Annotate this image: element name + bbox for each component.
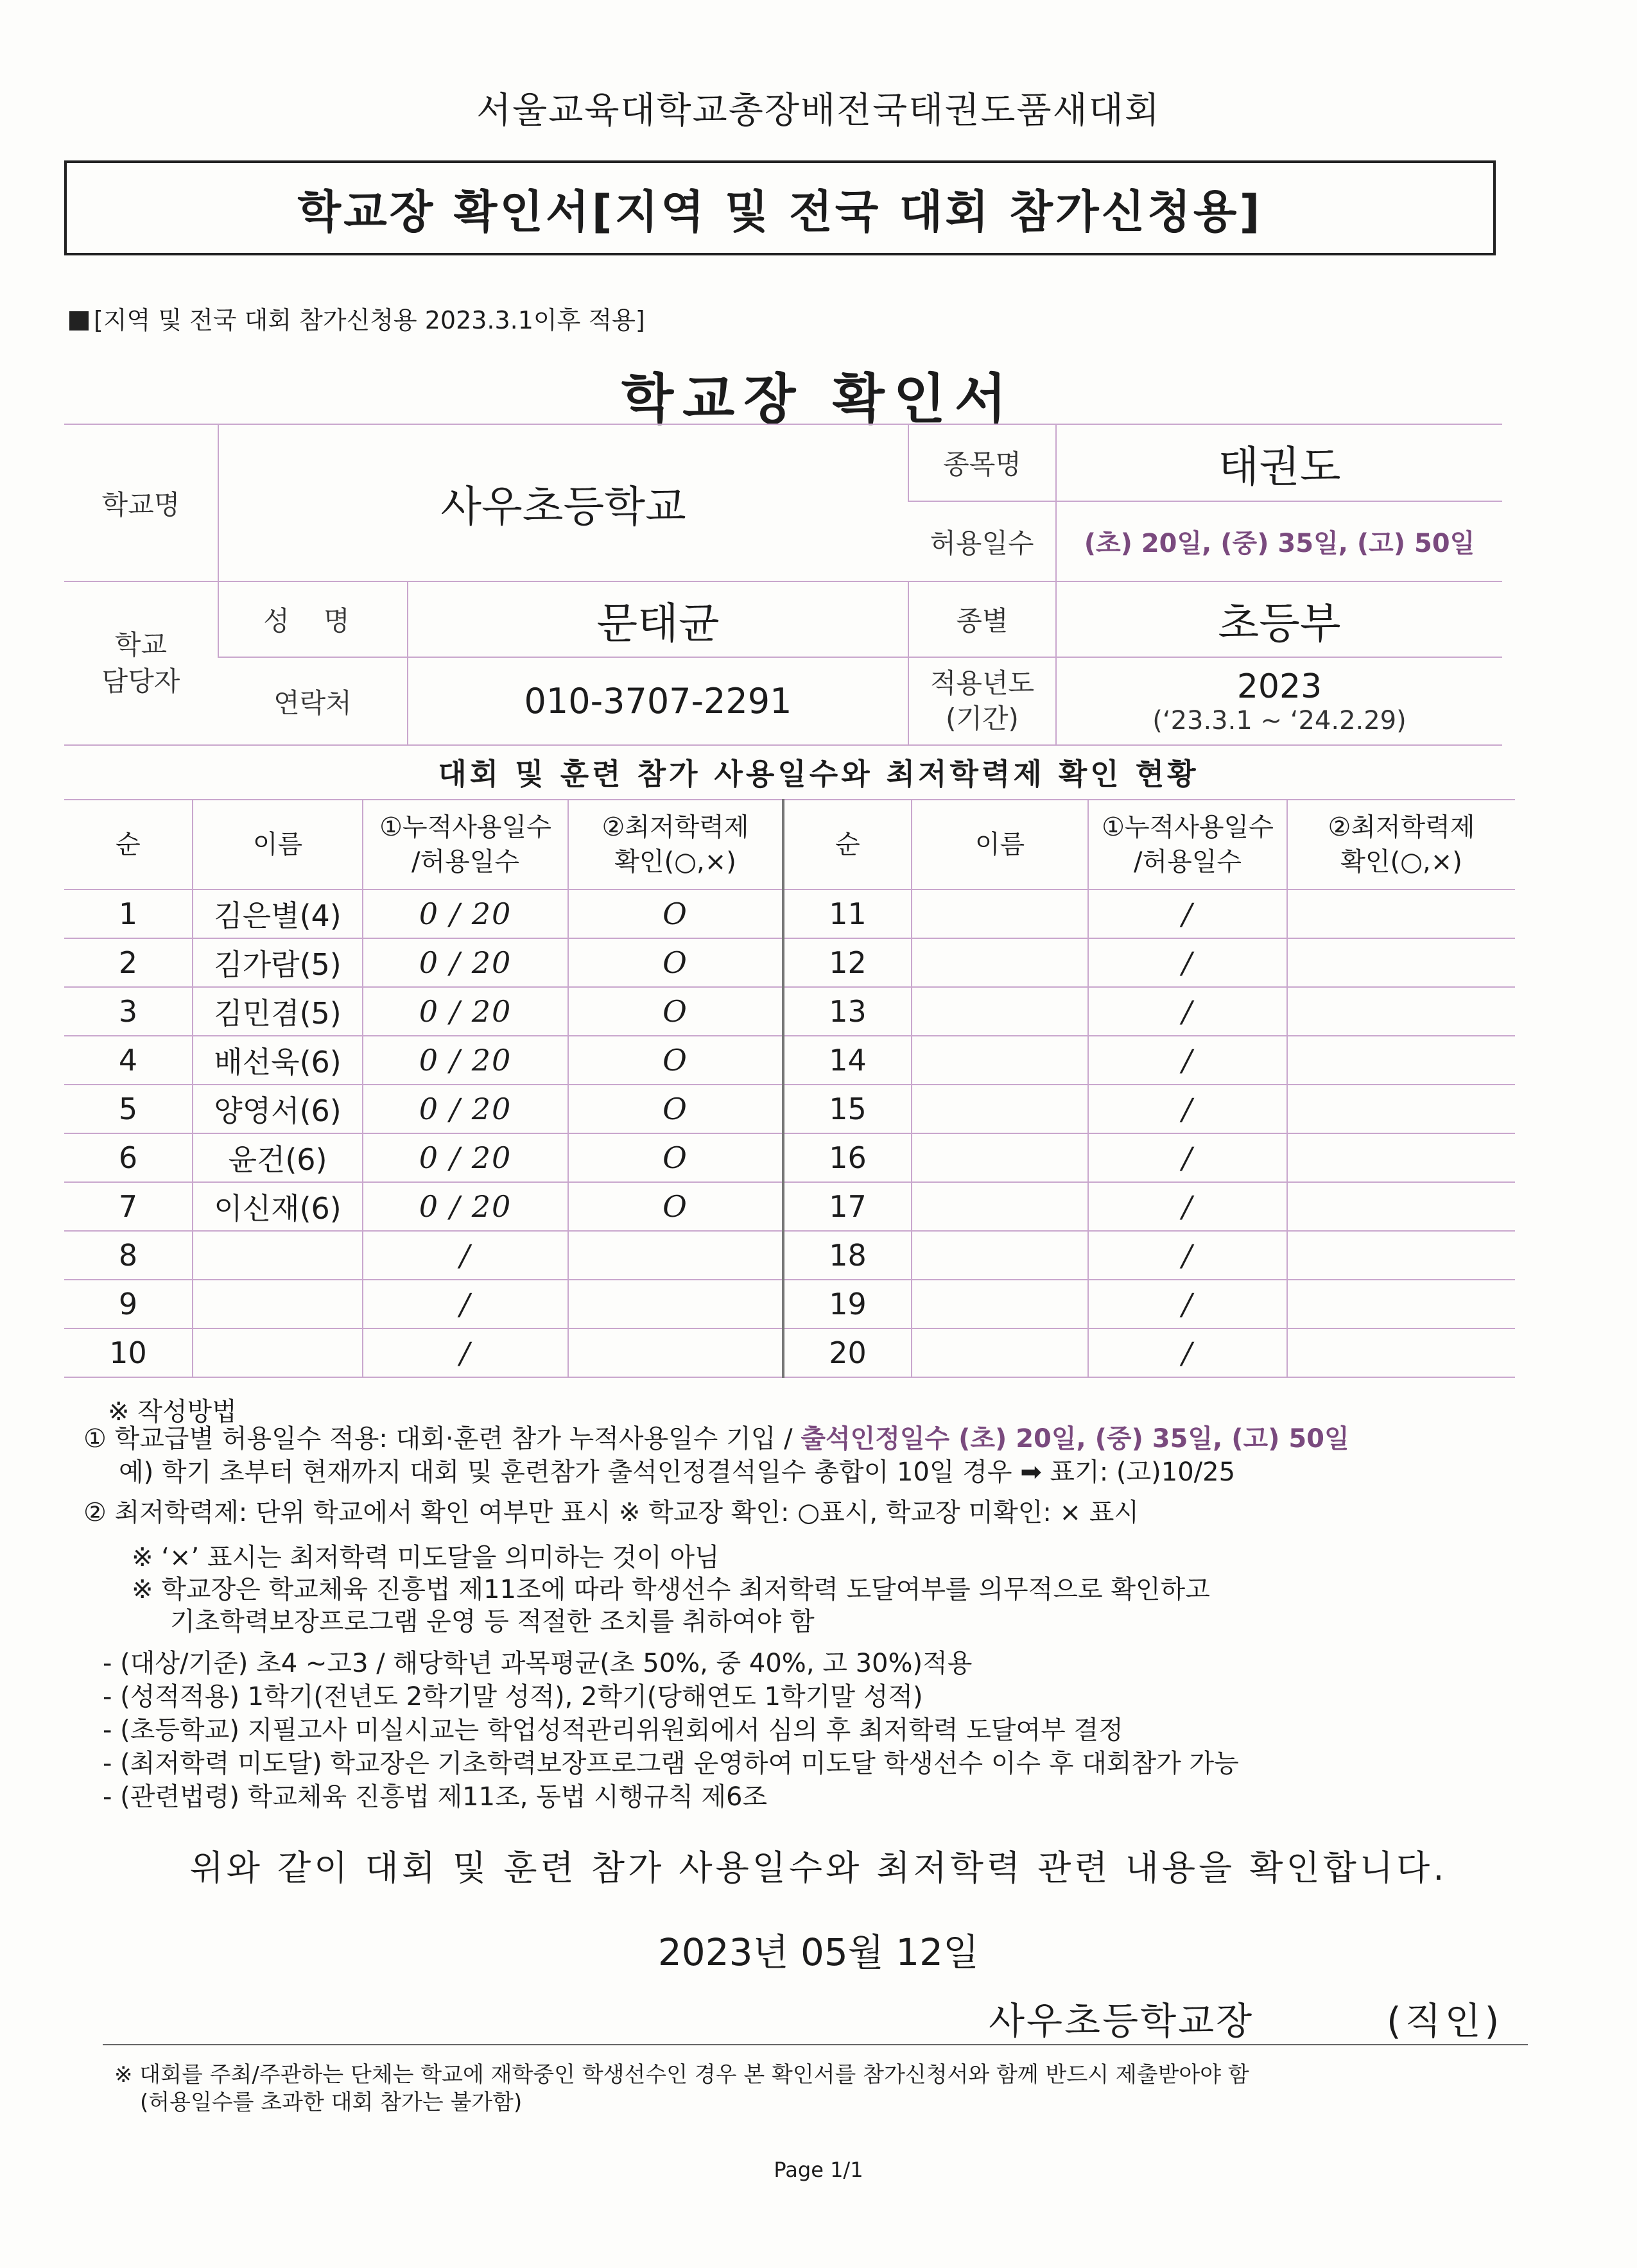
table-row	[64, 889, 1515, 938]
form-note	[69, 300, 645, 336]
row-number	[64, 987, 193, 1036]
row-number-text: 1	[118, 897, 138, 931]
notes-line-8: - (성적적용) 1학기(전년도 2학기말 성적), 2학기(당해연도 1학기말 성적)	[103, 1682, 923, 1712]
name-value: 문태균	[408, 581, 908, 657]
student-name	[912, 938, 1088, 987]
days-used	[1088, 1328, 1287, 1377]
achievement-check	[568, 1036, 783, 1085]
principal-title: 사우초등학교장	[989, 1999, 1254, 2043]
student-name	[193, 1231, 363, 1280]
achievement-check-text: O	[663, 1043, 688, 1078]
achievement-check	[568, 1231, 783, 1280]
header-check: ②최저학력제 확인(○,×)	[1287, 800, 1515, 889]
row-number	[64, 1182, 193, 1231]
closing-statement: 위와 같이 대회 및 훈련 참가 사용일수와 최저학력 관련 내용을 확인합니다.	[189, 1848, 1448, 1888]
achievement-check	[1287, 1231, 1515, 1280]
achievement-check	[1287, 1085, 1515, 1133]
row-number-text: 6	[118, 1140, 138, 1175]
row-number-text: 2	[118, 945, 138, 980]
student-name	[912, 1231, 1088, 1280]
days-used	[1088, 938, 1287, 987]
days-used	[1088, 1133, 1287, 1182]
event-title: 서울교육대학교총장배전국태권도품새대회	[476, 90, 1161, 132]
days-used-text: 0 / 20	[419, 897, 512, 931]
achievement-check-text: O	[663, 1189, 688, 1224]
row-number	[64, 938, 193, 987]
days-used	[363, 1036, 568, 1085]
student-name-text: 배선욱(6)	[214, 1045, 342, 1079]
student-name	[193, 889, 363, 938]
student-name-text: 김민겸(5)	[214, 996, 342, 1031]
student-name-text: 김가람(5)	[214, 947, 342, 982]
form-note-text: [지역 및 전국 대회 참가신청용 2023.3.1이후 적용]	[94, 306, 645, 334]
contact-value: 010-3707-2291	[408, 657, 908, 745]
header-check: ②최저학력제 확인(○,×)	[568, 800, 783, 889]
row-number	[64, 1036, 193, 1085]
achievement-check-text: O	[663, 1092, 688, 1126]
school-label: 학교명	[64, 424, 218, 581]
days-used	[363, 938, 568, 987]
row-number-text: 9	[118, 1287, 138, 1321]
section-title: 대회 및 훈련 참가 사용일수와 최저학력제 확인 현황	[438, 757, 1199, 791]
square-bullet-icon	[69, 311, 89, 331]
days-used-text: /	[460, 1238, 471, 1273]
student-name	[193, 1182, 363, 1231]
row-number-text: 7	[118, 1189, 138, 1224]
student-name	[193, 987, 363, 1036]
event-value: 태권도	[1056, 424, 1502, 501]
days-used	[363, 1133, 568, 1182]
days-used-text: 0 / 20	[419, 1092, 512, 1126]
row-number	[783, 987, 912, 1036]
table-row	[64, 987, 1515, 1036]
year-value: 2023	[1236, 667, 1322, 706]
days-used	[1088, 1280, 1287, 1328]
row-number	[783, 938, 912, 987]
days-used-text: /	[1182, 1336, 1193, 1370]
days-used-text: /	[1182, 1189, 1193, 1224]
student-name	[193, 1133, 363, 1182]
achievement-check-text: O	[663, 945, 688, 980]
days-used	[1088, 1182, 1287, 1231]
notes-heading: ※ 작성방법	[108, 1397, 237, 1427]
year-period: (‘23.3.1 ~ ‘24.2.29)	[1152, 705, 1407, 735]
row-number	[783, 1036, 912, 1085]
days-used	[363, 1085, 568, 1133]
row-number	[64, 1280, 193, 1328]
header-days: ①누적사용일수 /허용일수	[363, 800, 568, 889]
header-days: ①누적사용일수 /허용일수	[1088, 800, 1287, 889]
days-used-text: 0 / 20	[419, 994, 512, 1029]
row-number-text: 17	[829, 1189, 867, 1224]
table-row	[64, 1280, 1515, 1328]
row-number-text: 15	[829, 1092, 867, 1126]
row-number-text: 16	[829, 1140, 867, 1175]
days-used	[1088, 1036, 1287, 1085]
achievement-check	[568, 938, 783, 987]
table-row	[64, 1231, 1515, 1280]
achievement-check	[568, 1133, 783, 1182]
row-number-text: 20	[829, 1336, 867, 1370]
achievement-check	[1287, 1328, 1515, 1377]
row-number-text: 12	[829, 945, 867, 980]
notes-line-1-highlight: 출석인정일수 (초) 20일, (중) 35일, (고) 50일	[801, 1424, 1349, 1454]
year-cell	[1056, 657, 1502, 745]
achievement-check	[568, 1182, 783, 1231]
achievement-check	[1287, 1182, 1515, 1231]
days-used	[1088, 889, 1287, 938]
student-name-text: 이신재(6)	[214, 1191, 342, 1226]
student-name-text: 김은별(4)	[214, 898, 342, 933]
days-used	[363, 1280, 568, 1328]
row-number-text: 3	[118, 994, 138, 1029]
notes-line-1-text: ① 학교급별 허용일수 적용: 대회·훈련 참가 누적사용일수 기입 /	[83, 1424, 801, 1454]
days-used-text: 0 / 20	[419, 1189, 512, 1224]
notes-line-6: 기초학력보장프로그램 운영 등 적절한 조치를 취하여야 함	[170, 1607, 815, 1637]
row-number	[783, 1280, 912, 1328]
student-name	[193, 1328, 363, 1377]
row-number	[783, 1328, 912, 1377]
days-used	[363, 1182, 568, 1231]
notes-line-9: - (초등학교) 지필고사 미실시교는 학업성적관리위원회에서 심의 후 최저학력 도달여부 결정	[103, 1715, 1123, 1745]
row-number-text: 5	[118, 1092, 138, 1126]
row-number-text: 10	[109, 1336, 147, 1370]
days-used-text: /	[1182, 1140, 1193, 1175]
row-number-text: 8	[118, 1238, 138, 1273]
participant-table	[64, 799, 1515, 1378]
days-used-text: 0 / 20	[419, 1043, 512, 1078]
seal-label: (직인)	[1387, 1999, 1503, 2043]
header-no: 순	[64, 800, 193, 889]
student-name	[912, 987, 1088, 1036]
header-no: 순	[783, 800, 912, 889]
student-name	[912, 1280, 1088, 1328]
row-number-text: 4	[118, 1043, 138, 1078]
header-name: 이름	[193, 800, 363, 889]
category-label: 종별	[908, 581, 1056, 657]
days-used	[363, 1328, 568, 1377]
days-used-text: /	[1182, 897, 1193, 931]
achievement-check	[1287, 889, 1515, 938]
student-name	[912, 889, 1088, 938]
student-name-text: 양영서(6)	[214, 1094, 342, 1128]
name-label: 성 명	[218, 581, 408, 657]
student-name	[912, 1182, 1088, 1231]
student-name	[912, 1133, 1088, 1182]
row-number-text: 19	[829, 1287, 867, 1321]
days-used	[363, 1231, 568, 1280]
event-label: 종목명	[908, 424, 1056, 501]
days-used-text: /	[1182, 1043, 1193, 1078]
table-row	[64, 1036, 1515, 1085]
days-used	[363, 889, 568, 938]
achievement-check-text: O	[663, 1140, 688, 1175]
achievement-check	[568, 987, 783, 1036]
days-label: 허용일수	[908, 501, 1056, 581]
row-number	[64, 1231, 193, 1280]
days-used-text: /	[1182, 1092, 1193, 1126]
year-label: 적용년도 (기간)	[908, 657, 1056, 745]
table-header-row	[64, 800, 1515, 889]
table-row	[64, 1328, 1515, 1377]
divider	[103, 2044, 1528, 2045]
row-number	[64, 1328, 193, 1377]
table-row	[64, 1085, 1515, 1133]
days-used	[1088, 1231, 1287, 1280]
contact-label: 연락처	[218, 657, 408, 745]
days-used	[363, 987, 568, 1036]
days-value: (초) 20일, (중) 35일, (고) 50일	[1056, 501, 1502, 581]
student-name	[193, 938, 363, 987]
notes-line-5: ※ 학교장은 학교체육 진흥법 제11조에 따라 학생선수 최저학력 도달여부를 의무적으로 확인하고	[132, 1575, 1210, 1604]
row-number	[783, 1182, 912, 1231]
category-value: 초등부	[1056, 581, 1502, 657]
document-title: 학교장 확인서[지역 및 전국 대회 참가신청용]	[297, 185, 1263, 238]
manager-label: 학교 담당자	[64, 581, 218, 745]
row-number	[64, 1133, 193, 1182]
row-number	[64, 1085, 193, 1133]
days-used	[1088, 987, 1287, 1036]
notes-line-11: - (관련법령) 학교체육 진흥법 제11조, 동법 시행규칙 제6조	[103, 1782, 768, 1812]
row-number	[783, 889, 912, 938]
signing-date: 2023년 05월 12일	[657, 1930, 980, 1974]
table-row	[64, 1182, 1515, 1231]
notes-line-2: 예) 학기 초부터 현재까지 대회 및 훈련참가 출석인정결석일수 총합이 10일 경우 ➡ 표기: (고)10/25	[119, 1457, 1236, 1487]
student-name	[912, 1036, 1088, 1085]
days-used-text: /	[1182, 1238, 1193, 1273]
achievement-check	[1287, 1133, 1515, 1182]
student-name	[912, 1085, 1088, 1133]
days-used-text: /	[460, 1336, 471, 1370]
achievement-check	[1287, 987, 1515, 1036]
row-number	[783, 1085, 912, 1133]
footer-line-2: (허용일수를 초과한 대회 참가는 불가함)	[140, 2090, 523, 2115]
main-title: 학교장 확인서	[621, 368, 1016, 431]
student-name	[193, 1036, 363, 1085]
school-value: 사우초등학교	[218, 424, 908, 581]
achievement-check	[1287, 938, 1515, 987]
row-number	[64, 889, 193, 938]
achievement-check-text: O	[663, 994, 688, 1029]
achievement-check	[1287, 1036, 1515, 1085]
row-number	[783, 1231, 912, 1280]
days-used-text: /	[460, 1287, 471, 1321]
table-row	[64, 1133, 1515, 1182]
student-name	[193, 1280, 363, 1328]
achievement-check	[568, 889, 783, 938]
info-table	[64, 424, 1502, 746]
achievement-check	[568, 1280, 783, 1328]
achievement-check-text: O	[663, 897, 688, 931]
achievement-check	[1287, 1280, 1515, 1328]
achievement-check	[568, 1328, 783, 1377]
student-name-text: 윤건(6)	[228, 1142, 327, 1177]
table-row	[64, 938, 1515, 987]
days-used-text: 0 / 20	[419, 1140, 512, 1175]
row-number-text: 11	[829, 897, 867, 931]
days-used-text: /	[1182, 945, 1193, 980]
notes-line-7: - (대상/기준) 초4 ~고3 / 해당학년 과목평균(초 50%, 중 40%, 고 30%)적용	[103, 1649, 973, 1678]
days-used	[1088, 1085, 1287, 1133]
page-number: Page 1/1	[774, 2158, 863, 2182]
notes-line-1	[83, 1418, 1349, 1455]
row-number-text: 18	[829, 1238, 867, 1273]
row-number-text: 13	[829, 994, 867, 1029]
row-number-text: 14	[829, 1043, 867, 1078]
days-used-text: /	[1182, 1287, 1193, 1321]
notes-line-4: ※ ‘×’ 표시는 최저학력 미도달을 의미하는 것이 아님	[132, 1543, 720, 1572]
participant-table-body	[64, 889, 1515, 1377]
footer-line-1: ※ 대회를 주최/주관하는 단체는 학교에 재학중인 학생선수인 경우 본 확인서를 참가신청서와 함께 반드시 제출받아야 함	[114, 2062, 1249, 2088]
header-name: 이름	[912, 800, 1088, 889]
achievement-check	[568, 1085, 783, 1133]
row-number	[783, 1133, 912, 1182]
days-used-text: /	[1182, 994, 1193, 1029]
student-name	[193, 1085, 363, 1133]
notes-line-3: ② 최저학력제: 단위 학교에서 확인 여부만 표시 ※ 학교장 확인: ○표시, 학교장 미확인: × 표시	[83, 1498, 1139, 1527]
student-name	[912, 1328, 1088, 1377]
document-title-box	[64, 160, 1496, 255]
days-used-text: 0 / 20	[419, 945, 512, 980]
notes-line-10: - (최저학력 미도달) 학교장은 기초학력보장프로그램 운영하여 미도달 학생선수 이수 후 대회참가 가능	[103, 1749, 1239, 1778]
